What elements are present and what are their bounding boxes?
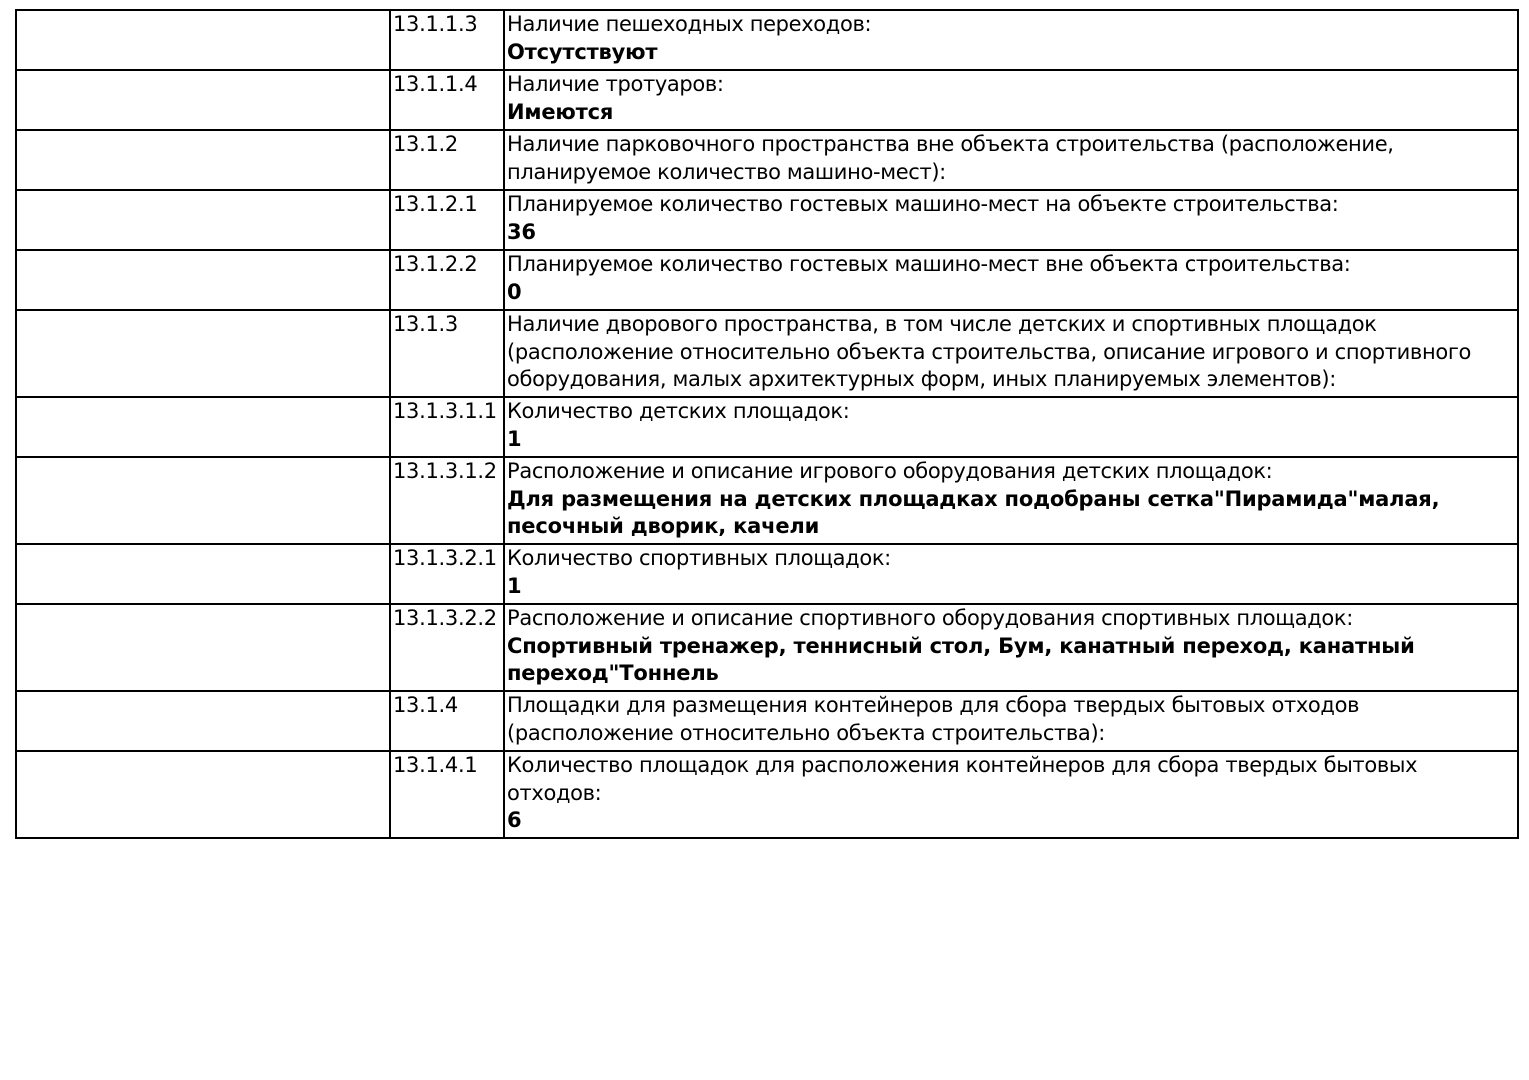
item-value: 1 (507, 573, 522, 598)
item-number: 13.1.4 (390, 691, 504, 751)
item-label: Количество спортивных площадок: (507, 546, 891, 570)
item-label: Наличие тротуаров: (507, 72, 724, 96)
empty-cell (16, 544, 390, 604)
table-row (16, 310, 1518, 397)
table-row (16, 10, 1518, 70)
empty-cell (16, 10, 390, 70)
item-value: 0 (507, 279, 522, 304)
item-content (504, 70, 1518, 130)
empty-cell (16, 457, 390, 544)
item-content (504, 250, 1518, 310)
item-content (504, 457, 1518, 544)
item-label: Количество площадок для расположения контейнеров для сбора твердых бытовых отходов: (507, 753, 1418, 805)
project-declaration-table (15, 9, 1519, 839)
item-value: Отсутствуют (507, 39, 658, 64)
item-label: Планируемое количество гостевых машино-мест на объекте строительства: (507, 192, 1339, 216)
item-number: 13.1.3.2.1 (390, 544, 504, 604)
item-number: 13.1.3.1.1 (390, 397, 504, 457)
table-row (16, 70, 1518, 130)
item-number: 13.1.2.1 (390, 190, 504, 250)
table-row (16, 544, 1518, 604)
item-number: 13.1.4.1 (390, 751, 504, 838)
empty-cell (16, 250, 390, 310)
item-label: Количество детских площадок: (507, 399, 850, 423)
item-number: 13.1.3.2.2 (390, 604, 504, 691)
empty-cell (16, 70, 390, 130)
table-row (16, 691, 1518, 751)
empty-cell (16, 691, 390, 751)
empty-cell (16, 751, 390, 838)
table-row (16, 751, 1518, 838)
item-value: 6 (507, 808, 522, 832)
table-row (16, 250, 1518, 310)
table-row (16, 397, 1518, 457)
table-row (16, 190, 1518, 250)
item-label: Планируемое количество гостевых машино-мест вне объекта строительства: (507, 252, 1351, 276)
empty-cell (16, 604, 390, 691)
item-number: 13.1.3.1.2 (390, 457, 504, 544)
item-content (504, 310, 1518, 397)
item-label: Наличие парковочного пространства вне объекта строительства (расположение, планируемое количество машино-мест): (507, 132, 1394, 184)
item-number: 13.1.2 (390, 130, 504, 190)
item-number: 13.1.1.4 (390, 70, 504, 130)
item-content (504, 397, 1518, 457)
item-content (504, 691, 1518, 751)
item-value: 36 (507, 219, 536, 244)
item-value: Имеются (507, 99, 614, 124)
item-content (504, 190, 1518, 250)
item-label: Расположение и описание спортивного оборудования спортивных площадок: (507, 606, 1353, 630)
table-row (16, 457, 1518, 544)
table-row (16, 130, 1518, 190)
item-content (504, 544, 1518, 604)
item-number: 13.1.1.3 (390, 10, 504, 70)
item-content (504, 130, 1518, 190)
item-content (504, 751, 1518, 838)
empty-cell (16, 190, 390, 250)
item-label: Площадки для размещения контейнеров для сбора твердых бытовых отходов (расположение относительно объекта строительства): (507, 693, 1360, 745)
item-label: Расположение и описание игрового оборудования детских площадок: (507, 459, 1273, 483)
empty-cell (16, 130, 390, 190)
empty-cell (16, 310, 390, 397)
item-value: Для размещения на детских площадках подобраны сетка"Пирамида"малая, песочный дворик, качели (507, 486, 1440, 538)
item-label: Наличие дворового пространства, в том числе детских и спортивных площадок (расположение относительно объекта строительства, описание игрового и спортивного оборудования, малых архитектурных форм, иных планируемых элементов): (507, 312, 1472, 391)
table-row (16, 604, 1518, 691)
item-label: Наличие пешеходных переходов: (507, 12, 872, 36)
document-page (15, 9, 1514, 839)
empty-cell (16, 397, 390, 457)
item-value: Спортивный тренажер, теннисный стол, Бум, канатный переход, канатный переход"Тоннель (507, 633, 1415, 685)
item-content (504, 604, 1518, 691)
item-number: 13.1.2.2 (390, 250, 504, 310)
item-value: 1 (507, 426, 522, 451)
item-number: 13.1.3 (390, 310, 504, 397)
item-content (504, 10, 1518, 70)
